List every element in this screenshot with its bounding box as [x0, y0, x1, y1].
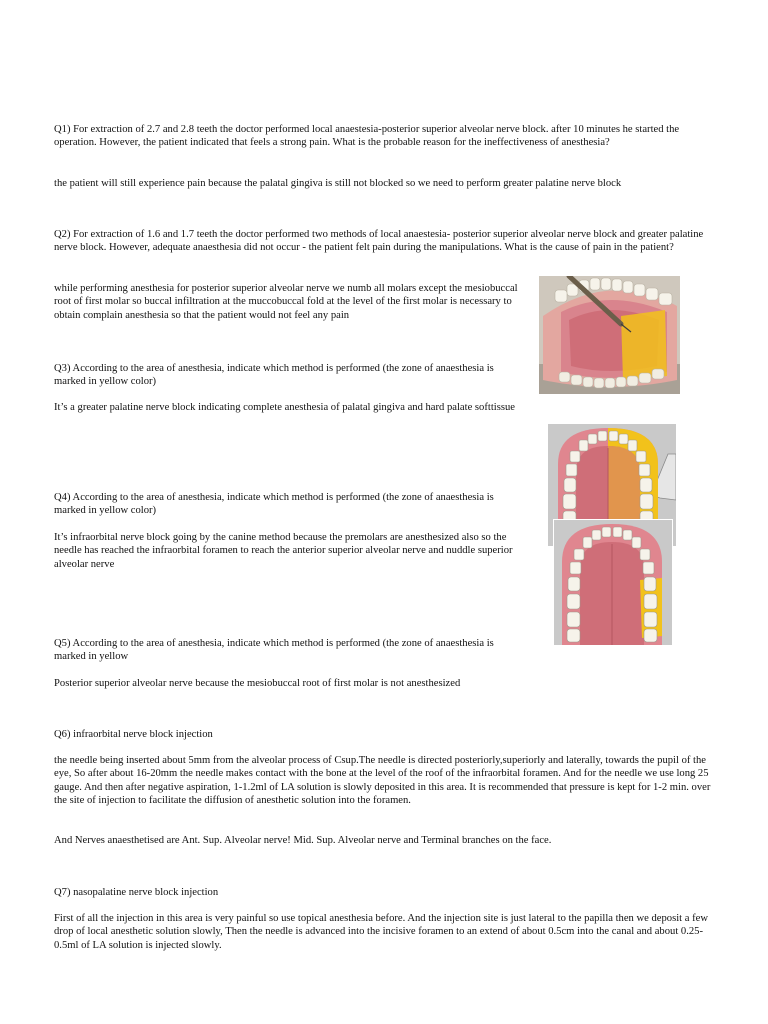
q1-question: Q1) For extraction of 2.7 and 2.8 teeth the doctor performed local anaestesia-posterior superior alveolar nerve block. after 10 minutes he started the operation. However, the patient indicated that feels a strong pain. What is the probable reason for the ineffectiveness of anesthesia?	[54, 124, 680, 149]
q3-question: Q3) According to the area of anesthesia, indicate which method is performed (the zone of anaesthesia is marked in yellow color)	[54, 363, 494, 388]
q5-answer: Posterior superior alveolar nerve because the mesiobuccal root of first molar is not anesthesized	[54, 678, 461, 689]
q6-paragraph-1: the needle being inserted about 5mm from the alveolar process of Csup.The needle is directed posteriorly,superiorly and laterally, towards the pupil of the eye, So after about 16-20mm the needle makes contact with the bone at the level of the roof of the infraorbital foramen. And for the needle we use long 25 gauge. And then after negative aspiration, 1-1.2ml of LA solution is slowly deposited in this area. It is recommended that pressure is kept for 1-2 min. over the site of injection to facilitate the diffusion of anesthetic solution into the foramen.	[54, 755, 711, 807]
q7-paragraph-1: First of all the injection in this area is very painful so use topical anesthesia before. And the injection site is just lateral to the papilla then we deposit a few drop of local anesthetic solution slowly, Then the needle is advanced into the incisive foramen to an extend of about 0.5cm into the canal and about 0.25-0.5ml of LA solution is injected slowly.	[54, 913, 708, 951]
q2-question: Q2) For extraction of 1.6 and 1.7 teeth the doctor performed two methods of local anaestesia- posterior superior alveolar nerve block and greater palatine nerve block. However, adequate anaesthesia did not occur - the patient felt pain during the manipulations. What is the cause of pain in the patient?	[54, 229, 704, 254]
q4-answer: It’s infraorbital nerve block going by the canine method because the premolars are anesthesized also so the needle has reached the infraorbital foramen to reach the anterior superior alveolar nerve and nuddle superior alveolar nerve	[54, 532, 513, 570]
q6-title: Q6) infraorbital nerve block injection	[54, 729, 213, 740]
q6-paragraph-2: And Nerves anaesthetised are Ant. Sup. Alveolar nerve! Mid. Sup. Alveolar nerve and Terminal branches on the face.	[54, 835, 552, 846]
q2-answer: while performing anesthesia for posterior superior alveolar nerve we numb all molars except the mesiobuccal root of first molar so buccal infiltration at the muccobuccal fold at the level of the first molar is necessary to obtain complain anesthesia so that the patient would not feel any pain	[54, 283, 518, 321]
palate-anesthesia-zone-diagram-2	[553, 519, 673, 646]
q7-title: Q7) nasopalatine nerve block injection	[54, 887, 219, 898]
q4-question: Q4) According to the area of anesthesia, indicate which method is performed (the zone of anaesthesia is marked in yellow color)	[54, 492, 494, 517]
q1-answer: the patient will still experience pain because the palatal gingiva is still not blocked so we need to perform greater palatine nerve block	[54, 178, 622, 189]
q3-answer: It’s a greater palatine nerve block indicating complete anesthesia of palatal gingiva and hard palate softtissue	[54, 402, 515, 413]
q5-question: Q5) According to the area of anesthesia, indicate which method is performed (the zone of anaesthesia is marked in yellow	[54, 638, 494, 663]
palatal-injection-illustration	[539, 276, 680, 394]
